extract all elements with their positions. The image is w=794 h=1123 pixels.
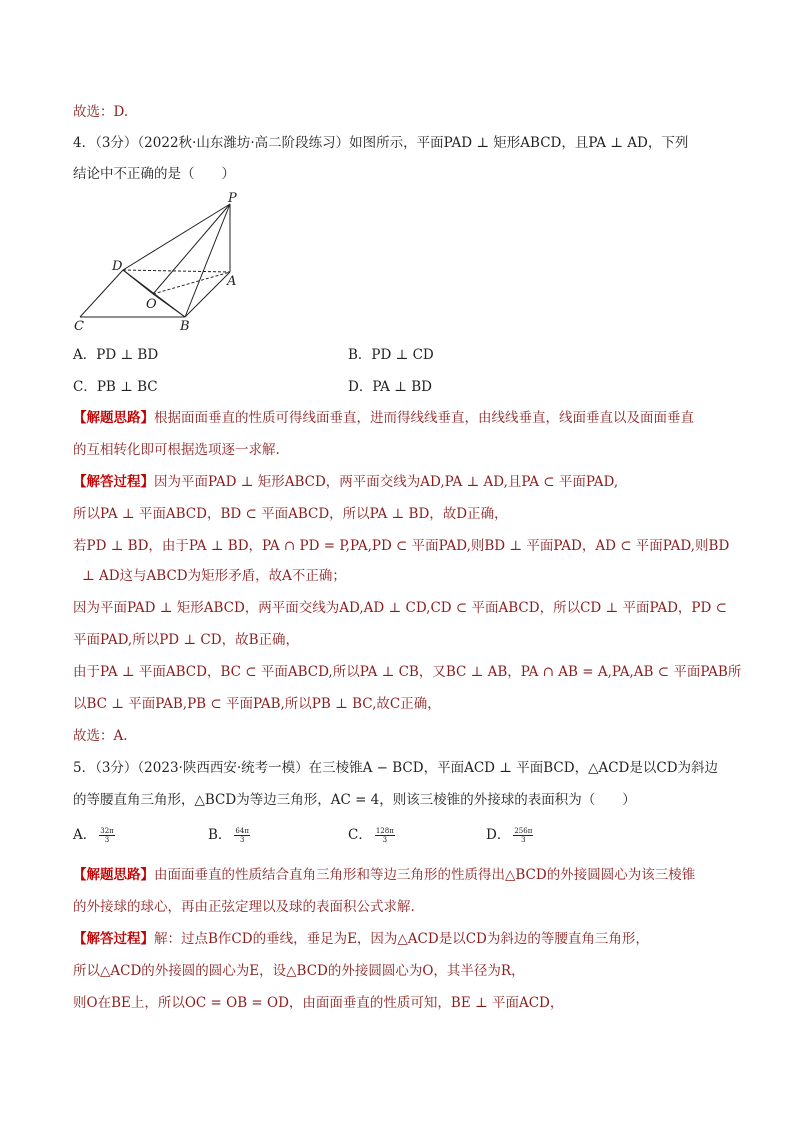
q4-proc-line8: 以BC ⊥ 平面PAB,PB ⊂ 平面PAB,所以PB ⊥ BC,故C正确，: [73, 696, 441, 712]
q4-proc-line5: 因为平面PAD ⊥ 矩形ABCD，两平面交线为AD,AD ⊥ CD,CD ⊂ 平面ABCD，所以CD ⊥ 平面PAD，PD ⊂: [73, 600, 727, 616]
q4-option-a: A．PD ⊥ BD: [73, 347, 159, 363]
q5-stem-line2: 的等腰直角三角形，△BCD为等边三角形，AC = 4，则该三棱锥的外接球的表面积为（ ）: [73, 792, 636, 808]
label-B: B: [180, 319, 190, 334]
q5-proc-line2: 所以△ACD的外接圆的圆心为E，设△BCD的外接圆圆心为O，其半径为R，: [73, 963, 525, 979]
q5-idea-line2: 的外接球的球心，再由正弦定理以及球的表面积公式求解.: [73, 899, 415, 915]
q5-option-d: D． $\frac{256\pi}{3}$: [486, 827, 533, 844]
q5-proc-tag: 【解答过程】: [73, 931, 154, 947]
q4-proc-line1: 【解答过程】因为平面PAD ⊥ 矩形ABCD，两平面交线为AD,PA ⊥ AD,且PA ⊂ 平面PAD,: [73, 474, 619, 490]
q4-stem-line1: 4．（3分）（2022秋·山东潍坊·高二阶段练习）如图所示，平面PAD ⊥ 矩形ABCD，且PA ⊥ AD，下列: [73, 135, 689, 151]
q4-idea-line1: 【解题思路】根据面面垂直的性质可得线面垂直，进而得线线垂直，由线线垂直，线面垂直以及面面垂直: [73, 410, 694, 426]
q4-idea-line2: 的互相转化即可根据选项逐一求解.: [73, 442, 280, 458]
q4-option-b: B．PD ⊥ CD: [348, 347, 434, 363]
q4-proc-line6: 平面PAD,所以PD ⊥ CD，故B正确，: [73, 632, 299, 648]
q4-answer: 故选：A.: [73, 728, 128, 744]
q5-option-a: A． $\frac{32\pi}{3}$: [73, 827, 114, 844]
label-A: A: [227, 274, 237, 289]
q4-idea-tag: 【解题思路】: [73, 410, 154, 426]
q4-pyramid-figure: [70, 190, 250, 335]
label-P: P: [228, 191, 237, 206]
q5-stem-line1: 5．（3分）（2023·陕西西安·统考一模）在三棱锥A − BCD，平面ACD ⊥ 平面BCD，△ACD是以CD为斜边: [73, 760, 719, 776]
q4-proc-line3: 若PD ⊥ BD，由于PA ⊥ BD，PA ∩ PD = P,PA,PD ⊂ 平面PAD,则BD ⊥ 平面PAD，AD ⊂ 平面PAD,则BD: [73, 538, 730, 554]
q4-proc-line4: ⊥ AD这与ABCD为矩形矛盾，故A不正确；: [82, 568, 346, 584]
q4-proc-tag: 【解答过程】: [73, 474, 154, 490]
q5-option-b: B． $\frac{64\pi}{3}$: [208, 827, 249, 844]
q5-option-c: C． $\frac{128\pi}{3}$: [348, 827, 394, 844]
prev-answer: 故选：D.: [73, 104, 129, 120]
q4-option-d: D．PA ⊥ BD: [348, 379, 432, 395]
q5-idea-tag: 【解题思路】: [73, 867, 154, 883]
q5-proc-line3: 则O在BE上，所以OC = OB = OD，由面面垂直的性质可知，BE ⊥ 平面ACD，: [73, 995, 564, 1011]
q5-proc-line1: 【解答过程】解：过点B作CD的垂线，垂足为E，因为△ACD是以CD为斜边的等腰直角三角形，: [73, 931, 649, 947]
label-O: O: [146, 297, 157, 312]
label-C: C: [74, 319, 84, 334]
q4-proc-line2: 所以PA ⊥ 平面ABCD，BD ⊂ 平面ABCD，所以PA ⊥ BD，故D正确，: [73, 506, 508, 522]
q4-option-c: C．PB ⊥ BC: [73, 379, 158, 395]
label-D: D: [112, 259, 123, 274]
q4-proc-line7: 由于PA ⊥ 平面ABCD，BC ⊂ 平面ABCD,所以PA ⊥ CB，又BC ⊥ AB，PA ∩ AB = A,PA,AB ⊂ 平面PAB所: [73, 664, 742, 680]
q5-idea-line1: 【解题思路】由面面垂直的性质结合直角三角形和等边三角形的性质得出△BCD的外接圆圆心为该三棱锥: [73, 867, 696, 883]
q4-stem-line2: 结论中不正确的是（ ）: [73, 166, 235, 182]
